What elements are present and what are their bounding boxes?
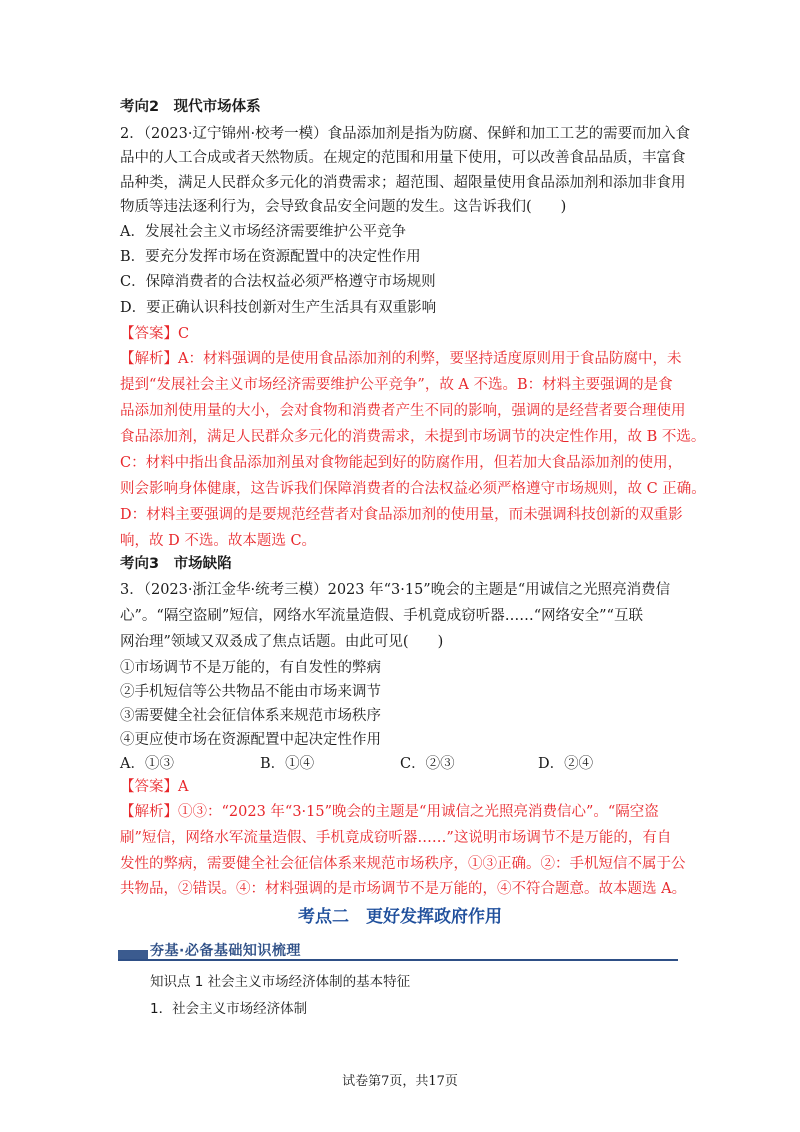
q3-stem-line-1: 3．（2023·浙江金华·统考三模）2023 年“3·15”晚会的主题是“用诚信之光照亮消费信 <box>120 582 671 598</box>
q3-statement-4: ④更应使市场在资源配置中起决定性作用 <box>120 732 381 748</box>
q3-stem-line-2: 心”。“隔空盗刷”短信，网络水军流量造假、手机竟成窃听器……“网络安全”“互联 <box>120 608 643 624</box>
q2-option-b: B．要充分发挥市场在资源配置中的决定性作用 <box>120 249 421 265</box>
q2-answer: 【答案】C <box>120 326 190 342</box>
q3-statement-2: ②手机短信等公共物品不能由市场来调节 <box>120 684 381 700</box>
q2-stem-line-1: 2．（2023·辽宁锦州·校考一模）食品添加剂是指为防腐、保鲜和加工工艺的需要而加入食 <box>120 126 691 142</box>
q3-option-b: B．①④ <box>260 756 315 772</box>
q2-analysis-line-1: 【解析】A：材料强调的是使用食品添加剂的利弊，要坚持适度原则用于食品防腐中，未 <box>120 351 682 367</box>
q2-analysis-line-4: 食品添加剂，满足人民群众多元化的消费需求，未提到市场调节的决定性作用，故 B 不选。 <box>120 429 706 445</box>
page-footer: 试卷第7页，共17页 <box>342 1074 458 1089</box>
q3-option-c: C．②③ <box>400 756 455 772</box>
q2-stem-line-4: 物质等违法逐利行为，会导致食品安全问题的发生。这告诉我们( ) <box>120 199 567 215</box>
q3-answer: 【答案】A <box>120 779 189 795</box>
q3-analysis-line-4: 共物品，②错误。④：材料强调的是市场调节不是万能的，④不符合题意。故本题选 A。 <box>120 881 687 897</box>
q2-option-c: C．保障消费者的合法权益必须严格遵守市场规则 <box>120 274 436 290</box>
knowledge-subpoint-1: 1．社会主义市场经济体制 <box>150 1001 308 1017</box>
q2-stem-line-3: 品种类，满足人民群众多元化的消费需求；超范围、超限量使用食品添加剂和添加非食用 <box>120 175 686 191</box>
q2-option-a: A．发展社会主义市场经济需要维护公平竞争 <box>120 224 406 240</box>
q3-analysis-line-3: 发性的弊病，需要健全社会征信体系来规范市场秩序，①③正确。②：手机短信不属于公 <box>120 856 686 872</box>
q2-analysis-line-7: D：材料主要强调的是要规范经营者对食品添加剂的使用量，而未强调科技创新的双重影 <box>120 507 683 523</box>
q3-option-d: D．②④ <box>538 756 594 772</box>
q3-option-a: A．①③ <box>120 756 174 772</box>
heading-topic-2: 考向2 现代市场体系 <box>120 99 261 115</box>
q2-analysis-line-5: C：材料中指出食品添加剂虽对食物能起到好的防腐作用，但若加大食品添加剂的使用， <box>120 455 683 471</box>
q3-stem-line-3: 网治理”领域又双叒成了焦点话题。由此可见( ) <box>120 634 444 650</box>
q3-statement-3: ③需要健全社会征信体系来规范市场秩序 <box>120 708 381 724</box>
heading-topic-3: 考向3 市场缺陷 <box>120 556 232 572</box>
q3-analysis-line-2: 刷”短信，网络水军流量造假、手机竟成窃听器……”这说明市场调节不是万能的，有自 <box>120 830 672 846</box>
section-title: 考点二 更好发挥政府作用 <box>298 907 502 927</box>
q2-analysis-line-6: 则会影响身体健康，这告诉我们保障消费者的合法权益必须严格遵守市场规则，故 C 正确。 <box>120 481 706 497</box>
q2-stem-line-2: 品中的人工合成或者天然物质。在规定的范围和用量下使用，可以改善食品品质，丰富食 <box>120 150 686 166</box>
banner-rule <box>118 959 678 961</box>
q3-statement-1: ①市场调节不是万能的，有自发性的弊病 <box>120 660 381 676</box>
q3-analysis-line-1: 【解析】①③：“2023 年“3·15”晚会的主题是“用诚信之光照亮消费信心”。“隔空盗 <box>120 804 659 820</box>
knowledge-point-1: 知识点 1 社会主义市场经济体制的基本特征 <box>150 974 411 990</box>
section-banner <box>118 940 678 962</box>
banner-accent-block <box>118 950 148 959</box>
q2-analysis-line-2: 提到“发展社会主义市场经济需要维护公平竞争”，故 A 不选。B：材料主要强调的是食 <box>120 377 673 393</box>
q2-option-d: D．要正确认识科技创新对生产生活具有双重影响 <box>120 300 437 316</box>
banner-label: 夯基·必备基础知识梳理 <box>150 943 301 959</box>
q2-analysis-line-8: 响，故 D 不选。故本题选 C。 <box>120 533 317 549</box>
q2-analysis-line-3: 品添加剂使用量的大小，会对食物和消费者产生不同的影响，强调的是经营者要合理使用 <box>120 403 686 419</box>
